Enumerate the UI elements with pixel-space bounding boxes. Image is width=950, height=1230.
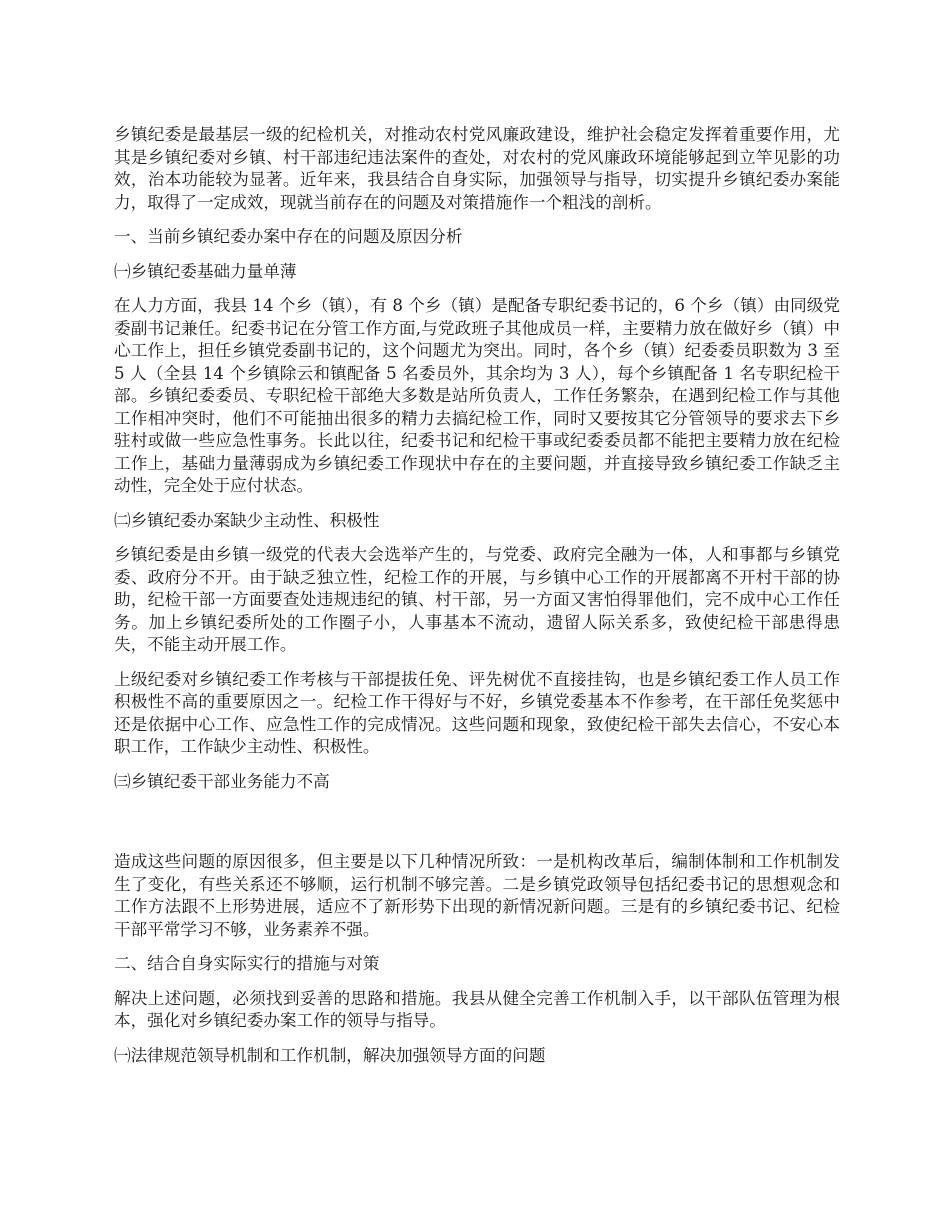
subsection-heading-1-1: ㈠乡镇纪委基础力量单薄	[114, 261, 297, 281]
section-heading-1: 一、当前乡镇纪委办案中存在的问题及原因分析	[114, 227, 463, 246]
paragraph-assessment: 上级纪委对乡镇纪委工作考核与干部提拔任免、评先树优不直接挂钩，也是乡镇纪委工作人员工作积极性不高的重要原因之一。纪检工作干得好与不好，乡镇党委基本不作参考，在干部任免奖惩中还是依据中心工作、应急性工作的完成情况。这些问题和现象，致使纪检干部失去信心，不安心本职工作，工作缺少主动性、积极性。	[114, 669, 840, 756]
paragraph-measures-intro: 解决上述问题，必须找到妥善的思路和措施。我县从健全完善工作机制入手，以干部队伍管理为根本，强化对乡镇纪委办案工作的领导与指导。	[114, 988, 840, 1030]
subsection-heading-1-2: ㈡乡镇纪委办案缺少主动性、积极性	[114, 510, 380, 530]
intro-paragraph: 乡镇纪委是最基层一级的纪检机关，对推动农村党风廉政建设，维护社会稳定发挥着重要作用，尤其是乡镇纪委对乡镇、村干部违纪违法案件的查处，对农村的党风廉政环境能够起到立竿见影的功效，治本功能较为显著。近年来，我县结合自身实际，加强领导与指导，切实提升乡镇纪委办案能力，取得了一定成效，现就当前存在的问题及对策措施作一个粗浅的剖析。	[114, 125, 840, 212]
paragraph-staffing: 在人力方面，我县 14 个乡（镇），有 8 个乡（镇）是配备专职纪委书记的，6 个乡（镇）由同级党委副书记兼任。纪委书记在分管工作方面,与党政班子其他成员一样，主要精力放在做好乡（镇）中心工作上，担任乡镇党委副书记的，这个问题尤为突出。同时，各个乡（镇）纪委委员职数为 3 至 5 人（全县 14 个乡镇除云和镇配备 5 名委员外，其余均为 3 人），每个乡镇配备 1 名专职纪检干部。乡镇纪委委员、专职纪检干部绝大多数是站所负责人，工作任务繁杂，在遇到纪检工作与其他工作相冲突时，他们不可能抽出很多的精力去搞纪检工作，同时又要按其它分管领导的要求去下乡驻村或做一些应急性事务。长此以往，纪委书记和纪检干事或纪委委员都不能把主要精力放在纪检工作上，基础力量薄弱成为乡镇纪委工作现状中存在的主要问题，并直接导致乡镇纪委工作缺乏主动性，完全处于应付状态。	[114, 296, 840, 495]
document-page	[114, 124, 840, 1079]
blank-gap	[114, 805, 840, 851]
subsection-heading-1-3: ㈢乡镇纪委干部业务能力不高	[114, 771, 330, 791]
paragraph-causes: 造成这些问题的原因很多，但主要是以下几种情况所致：一是机构改革后，编制体制和工作机制发生了变化，有些关系还不够顺，运行机制不够完善。二是乡镇党政领导包括纪委书记的思想观念和工作方法跟不上形势进展，适应不了新形势下出现的新情况新问题。三是有的乡镇纪委书记、纪检干部平常学习不够，业务素养不强。	[114, 852, 840, 939]
section-heading-2: 二、结合自身实际实行的措施与对策	[114, 954, 380, 973]
paragraph-independence: 乡镇纪委是由乡镇一级党的代表大会选举产生的，与党委、政府完全融为一体，人和事都与乡镇党委、政府分不开。由于缺乏独立性，纪检工作的开展，与乡镇中心工作的开展都离不开村干部的协助，纪检干部一方面要查处违规违纪的镇、村干部，另一方面又害怕得罪他们，完不成中心工作任务。加上乡镇纪委所处的工作圈子小，人事基本不流动，遗留人际关系多，致使纪检干部患得患失，不能主动开展工作。	[114, 545, 840, 654]
subsection-heading-2-1: ㈠法律规范领导机制和工作机制，解决加强领导方面的问题	[114, 1045, 546, 1065]
